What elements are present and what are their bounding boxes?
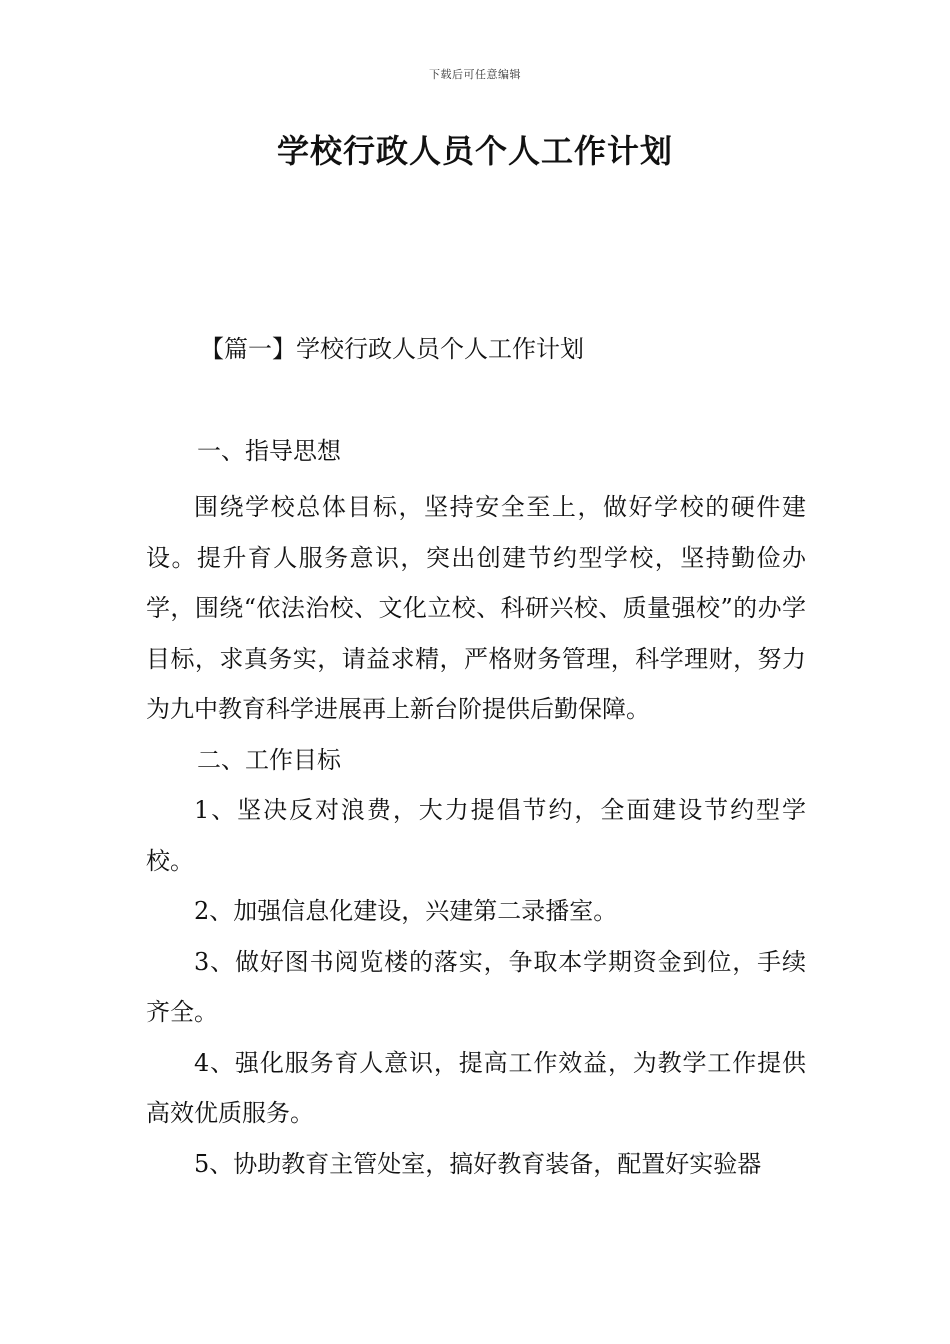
section-heading-guiding-ideas: 一、指导思想 <box>197 437 341 465</box>
document-title: 学校行政人员个人工作计划 <box>276 132 673 170</box>
goal-item: 5、协助教育主管处室，搞好教育装备，配置好实验器 <box>194 1149 762 1178</box>
document-body <box>146 332 806 1189</box>
chapter-heading: 【篇一】学校行政人员个人工作计划 <box>200 335 584 363</box>
header-note: 下载后可任意编辑 <box>429 68 521 81</box>
goal-item: 4、强化服务育人意识，提高工作效益，为教学工作提供高效优质服务。 <box>146 1048 806 1127</box>
goal-item: 2、加强信息化建设，兴建第二录播室。 <box>194 897 618 925</box>
section-paragraph-guiding-ideas: 围绕学校总体目标，坚持安全至上，做好学校的硬件建设。提升育人服务意识，突出创建节约型学校，坚持勤俭办学，围绕“依法治校、文化立校、科研兴校、质量强校”的办学目标，求真务实，请益求精，严格财务管理，科学理财，努力为九中教育科学进展再上新台阶提供后勤保障。 <box>146 493 806 723</box>
goal-item: 3、做好图书阅览楼的落实，争取本学期资金到位，手续齐全。 <box>146 947 806 1026</box>
goal-item: 1、坚决反对浪费，大力提倡节约，全面建设节约型学校。 <box>146 796 806 875</box>
section-heading-work-goals: 二、工作目标 <box>197 745 341 774</box>
